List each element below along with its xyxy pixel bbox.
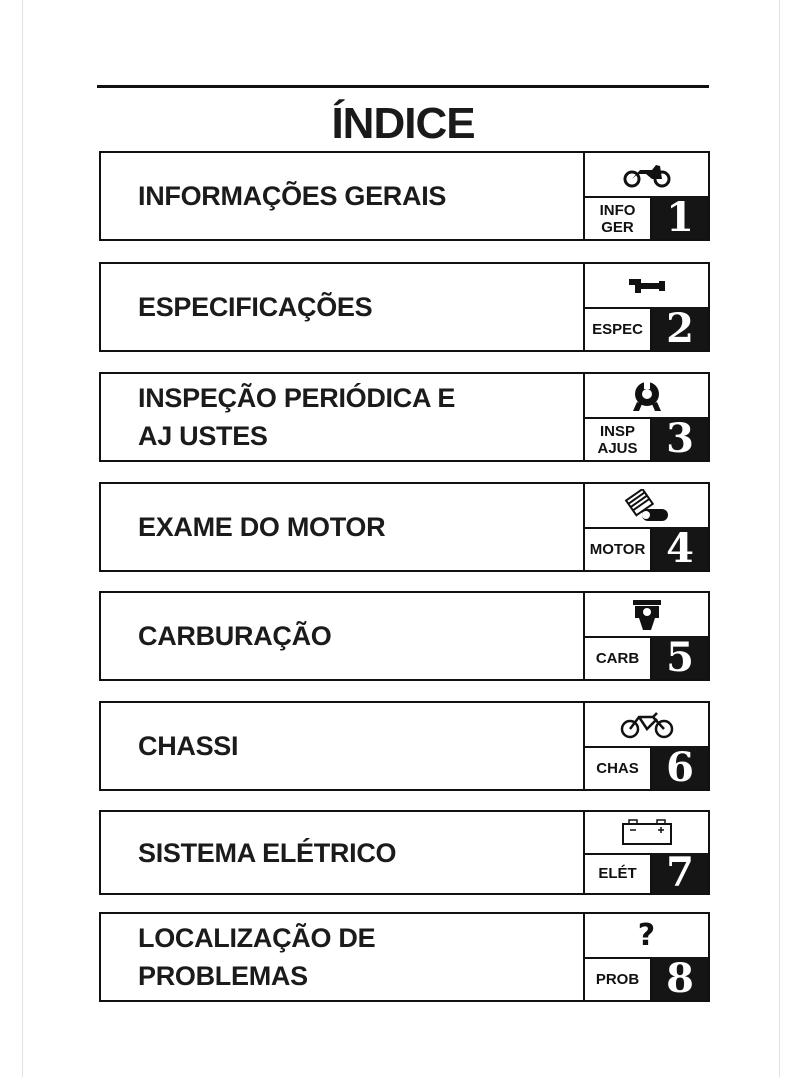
section-info-gerais[interactable] (99, 151, 710, 241)
section-tab[interactable] (583, 914, 708, 1000)
section-name: LOCALIZAÇÃO DE PROBLEMAS (138, 923, 376, 991)
wrench-spec-icon (585, 264, 708, 307)
section-number: 5 (652, 636, 708, 679)
section-number: 1 (652, 196, 708, 239)
carburetor-icon (585, 593, 708, 636)
section-code: INFO GER (585, 196, 652, 239)
section-code: CHAS (585, 746, 652, 789)
tool-adjust-icon (585, 374, 708, 417)
section-name: SISTEMA ELÉTRICO (138, 837, 397, 868)
section-carburacao[interactable] (99, 591, 710, 681)
section-name: CHASSI (138, 731, 239, 761)
section-especificacoes[interactable] (99, 262, 710, 352)
motorcycle-icon (585, 153, 708, 196)
question-icon (585, 914, 708, 957)
section-name: ESPECIFICAÇÕES (138, 292, 373, 322)
section-motor[interactable] (99, 482, 710, 572)
section-number: 6 (652, 746, 708, 789)
section-tab[interactable] (583, 374, 708, 460)
section-eletrico[interactable] (99, 810, 710, 895)
section-tab[interactable] (583, 153, 708, 239)
section-name: INFORMAÇÕES GERAIS (138, 181, 447, 211)
section-code: ESPEC (585, 307, 652, 350)
section-inspecao[interactable] (99, 372, 710, 462)
chassis-bike-icon (585, 703, 708, 746)
section-problemas[interactable] (99, 912, 710, 1002)
section-tab[interactable] (583, 264, 708, 350)
section-name: EXAME DO MOTOR (138, 512, 386, 542)
section-tab[interactable] (583, 812, 708, 897)
section-code: PROB (585, 957, 652, 1000)
section-number: 8 (652, 957, 708, 1000)
section-name: INSPEÇÃO PERIÓDICA E AJ USTES (138, 383, 456, 451)
section-code: INSP AJUS (585, 417, 652, 460)
top-rule (97, 85, 709, 88)
question-mark: ? (637, 918, 656, 953)
section-number: 2 (652, 307, 708, 350)
section-code: MOTOR (585, 527, 652, 570)
section-name: CARBURAÇÃO (138, 621, 332, 651)
section-code: CARB (585, 636, 652, 679)
section-chassi[interactable] (99, 701, 710, 791)
section-number: 4 (652, 527, 708, 570)
battery-icon (585, 812, 708, 853)
section-tab[interactable] (583, 703, 708, 789)
page-title: ÍNDICE (331, 99, 475, 148)
section-tab[interactable] (583, 484, 708, 570)
section-tab[interactable] (583, 593, 708, 679)
section-code: ELÉT (585, 853, 652, 894)
engine-icon (585, 484, 708, 527)
section-number: 3 (652, 417, 708, 460)
section-number: 7 (652, 853, 708, 894)
